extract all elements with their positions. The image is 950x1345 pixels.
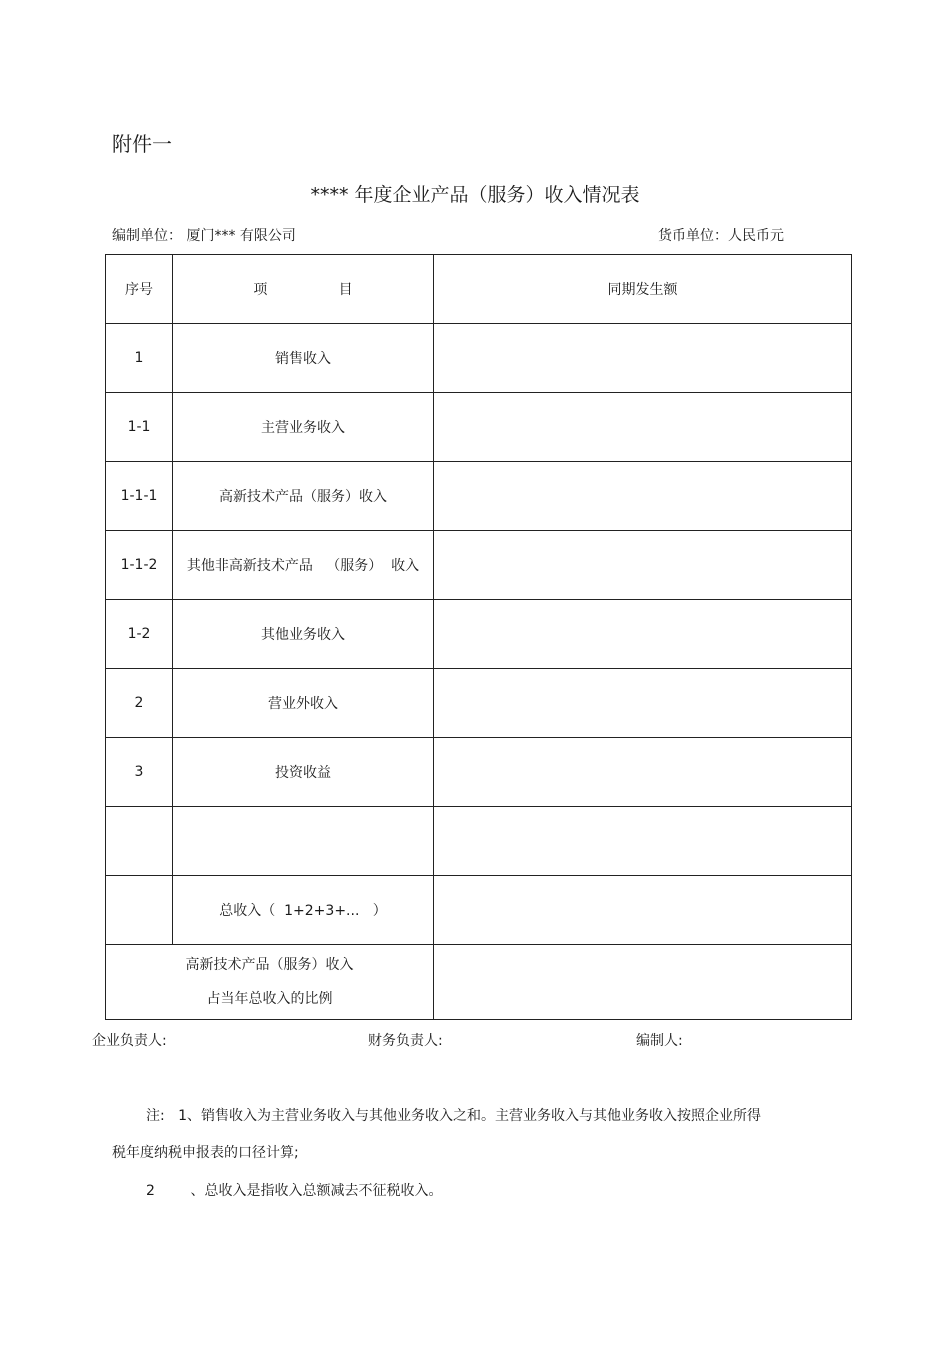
currency-unit: 货币单位：人民币元: [658, 228, 784, 244]
row-seq: 2: [106, 669, 173, 738]
row-amount[interactable]: [434, 324, 852, 393]
enterprise-head-signature: 企业负责人:: [92, 1033, 167, 1049]
table-row: [106, 324, 852, 393]
row-amount[interactable]: [434, 393, 852, 462]
attachment-label: 附件一: [112, 132, 172, 156]
row-amount[interactable]: [434, 669, 852, 738]
table-row: [106, 738, 852, 807]
row-seq: [106, 876, 173, 945]
row-item: 主营业务收入: [173, 393, 434, 462]
row-amount[interactable]: [434, 462, 852, 531]
table-row-total: [106, 876, 852, 945]
table-row: [106, 393, 852, 462]
ratio-label: [106, 945, 434, 1020]
row-amount[interactable]: [434, 807, 852, 876]
table-row: [106, 600, 852, 669]
table-row: [106, 462, 852, 531]
table-row: [106, 669, 852, 738]
table-header-row: [106, 255, 852, 324]
row-amount[interactable]: [434, 738, 852, 807]
row-amount[interactable]: [434, 876, 852, 945]
row-item: 其他业务收入: [173, 600, 434, 669]
document-title: **** 年度企业产品（服务）收入情况表: [310, 184, 640, 206]
row-item: [173, 807, 434, 876]
finance-head-signature: 财务负责人:: [368, 1033, 443, 1049]
income-table: [105, 254, 852, 1020]
note-line-2: 税年度纳税申报表的口径计算;: [112, 1145, 299, 1161]
row-amount[interactable]: [434, 531, 852, 600]
compiling-unit: 编制单位： 厦门*** 有限公司: [112, 228, 296, 244]
row-item: 营业外收入: [173, 669, 434, 738]
ratio-label-line2: 占当年总收入的比例: [206, 991, 333, 1007]
row-item: 其他非高新技术产品 （服务） 收入: [173, 531, 434, 600]
row-item: 高新技术产品（服务）收入: [173, 462, 434, 531]
row-amount[interactable]: [434, 600, 852, 669]
header-item: 项 目: [173, 255, 434, 324]
note-line-3: 2 、总收入是指收入总额减去不征税收入。: [146, 1183, 443, 1199]
row-seq: 1-1: [106, 393, 173, 462]
header-amount: 同期发生额: [434, 255, 852, 324]
row-item: 销售收入: [173, 324, 434, 393]
header-seq: 序号: [106, 255, 173, 324]
ratio-amount[interactable]: [434, 945, 852, 1020]
table-row-ratio: [106, 945, 852, 1020]
table-row: [106, 531, 852, 600]
note-line-1: 注: 1、销售收入为主营业务收入与其他业务收入之和。主营业务收入与其他业务收入按照企业所得: [146, 1108, 761, 1124]
row-seq: 1-1-1: [106, 462, 173, 531]
row-item: 投资收益: [173, 738, 434, 807]
row-item: 总收入（ 1+2+3+... ）: [173, 876, 434, 945]
row-seq: 1-1-2: [106, 531, 173, 600]
table-row-blank: [106, 807, 852, 876]
ratio-label-line1: 高新技术产品（服务）收入: [185, 957, 354, 973]
preparer-signature: 编制人:: [636, 1033, 683, 1049]
row-seq: 1-2: [106, 600, 173, 669]
row-seq: 3: [106, 738, 173, 807]
row-seq: 1: [106, 324, 173, 393]
row-seq: [106, 807, 173, 876]
